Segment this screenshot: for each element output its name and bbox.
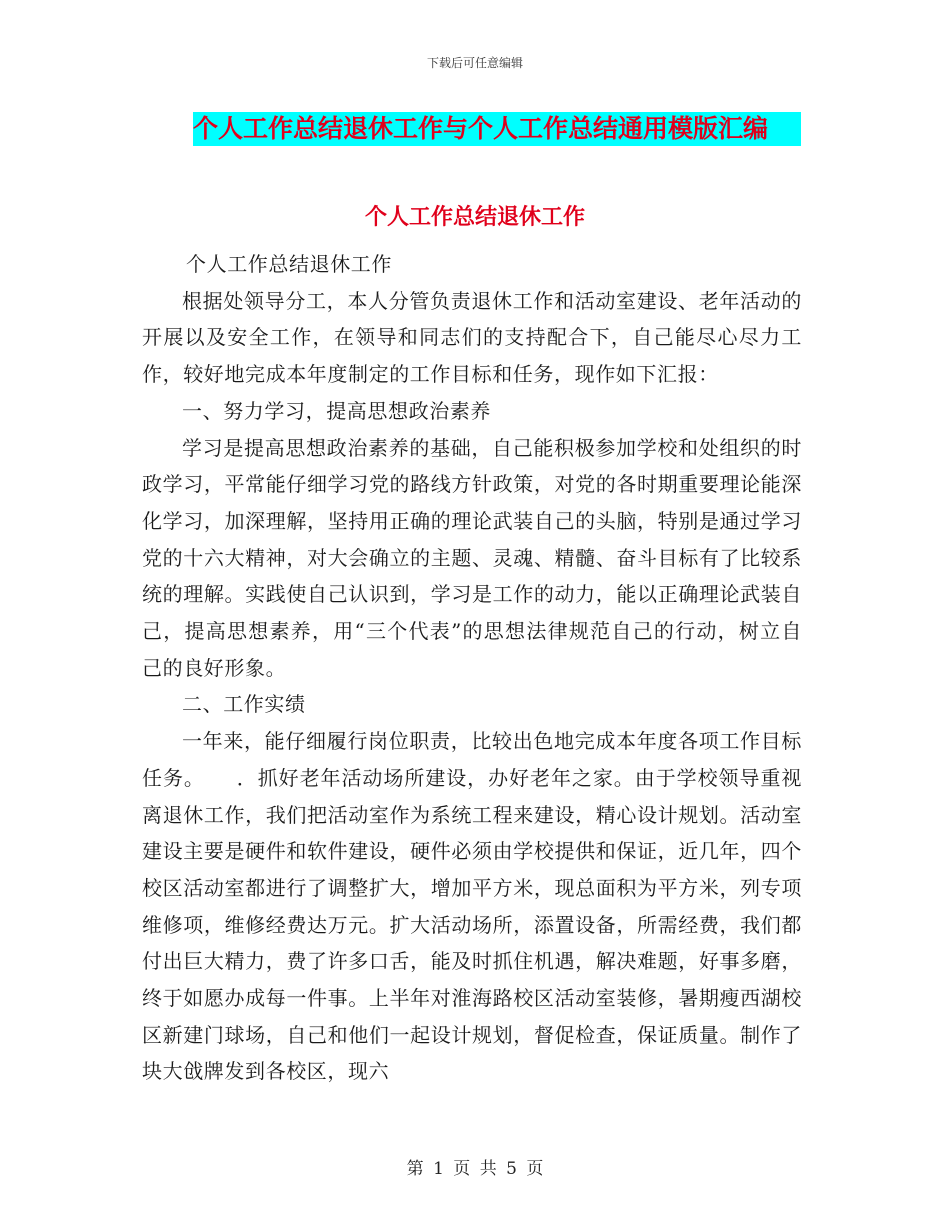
page-number-footer: 第 1 页 共 5 页: [406, 1159, 544, 1179]
paragraph-heading: 一、努力学习，提高思想政治素养: [182, 398, 491, 423]
paragraph: 一年来，能仔细履行岗位职责，比较出色地完成本年度各项工作目标任务。 ．抓好老年活动场所建设，办好老年之家。由于学校领导重视离退休工作，我们把活动室作为系统工程来建设，精心设计规划。活动室建设主要是硬件和软件建设，硬件必须由学校提供和保证，近几年，四个校区活动室都进行了调整扩大，增加平方米，现总面积为平方米，列专项维修项，维修经费达万元。扩大活动场所，添置设备，所需经费，我们都付出巨大精力，费了许多口舌，能及时抓住机遇，解决难题，好事多磨，终于如愿办成每一件事。上半年对淮海路校区活动室装修，暑期瘦西湖校区新建门球场，自己和他们一起设计规划，督促检查，保证质量。制作了块大戗牌发到各校区，现六: [142, 729, 802, 1084]
paragraph: 学习是提高思想政治素养的基础，自己能积极参加学校和处组织的时政学习，平常能仔细学习党的路线方针政策，对党的各时期重要理论能深化学习，加深理解，坚持用正确的理论武装自己的头脑，特别是通过学习党的十六大精神，对大会确立的主题、灵魂、精髓、奋斗目标有了比较系统的理解。实践使自己认识到，学习是工作的动力，能以正确理论武装自己，提高思想素养，用“三个代表”的思想法律规范自己的行动，树立自己的良好形象。: [142, 435, 802, 680]
document-body: [142, 246, 802, 1090]
paragraph-heading: 二、工作实绩: [182, 692, 306, 717]
document-main-title: 个人工作总结退休工作与个人工作总结通用模版汇编: [193, 112, 801, 146]
header-note: 下载后可任意编辑: [426, 56, 523, 70]
paragraph-heading: 个人工作总结退休工作: [186, 252, 392, 276]
paragraph: 根据处领导分工，本人分管负责退休工作和活动室建设、老年活动的开展以及安全工作，在领导和同志们的支持配合下，自己能尽心尽力工作，较好地完成本年度制定的工作目标和任务，现作如下汇报：: [142, 288, 802, 387]
section-title: 个人工作总结退休工作: [364, 205, 585, 230]
